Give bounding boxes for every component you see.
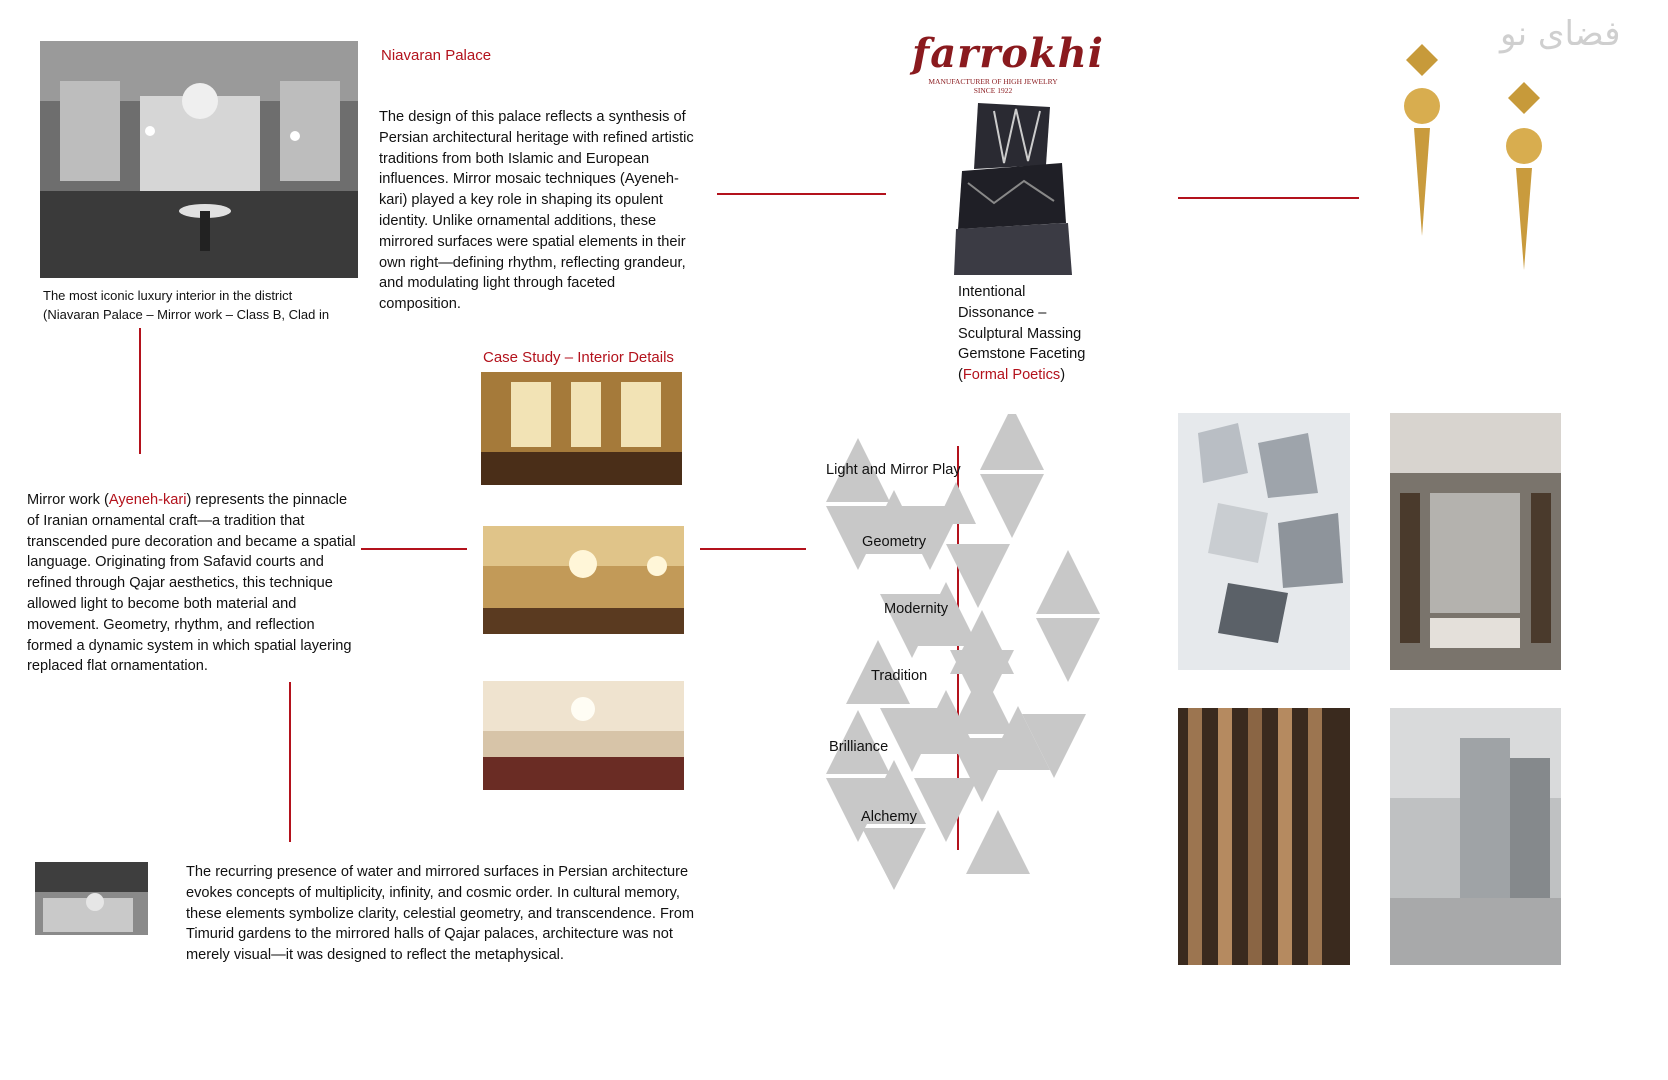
- brand-concept-line5: (Formal Poetics): [958, 367, 1066, 384]
- brand-concept-line3: Sculptural Massing: [958, 325, 1082, 342]
- triangle-mark: [980, 474, 1044, 538]
- mirror-wall-photo: [1178, 413, 1350, 670]
- triangle-mark: [862, 828, 926, 890]
- mirror-work-description: Mirror work (Ayeneh-kari) represents the pinnacle of Iranian ornamental craft—a tradition that transcended pure decoration and became a spatial language. Originating from Safavid courts and refined through Qajar aesthetics, this technique allowed light to become both material and movement. Geometry, rhythm, and reflection formed a dynamic system in which spatial layering replaced flat ornamentation.: [27, 492, 356, 675]
- interior-detail-photo-2: [483, 526, 684, 634]
- glass-showroom-photo: [1390, 708, 1561, 965]
- connector-line: [700, 548, 806, 550]
- palace-description: The design of this palace reflects a synthesis of Persian architectural heritage with refined artistic traditions from both Islamic and European influences. Mirror mosaic techniques (Ayeneh-kari) played a key role in shaping its opulent identity. Unlike ornamental additions, these mirrored surfaces were spatial elements in their own right—defining rhythm, reflecting grandeur, and modulating light through faceted composition.: [379, 109, 694, 313]
- connector-line: [361, 548, 467, 550]
- niavaran-palace-photo: [40, 41, 358, 278]
- connector-line: [1178, 197, 1359, 199]
- palace-caption-line1: The most iconic luxury interior in the district: [43, 288, 293, 303]
- triangle-mark: [966, 810, 1030, 874]
- connector-line: [139, 328, 141, 454]
- triangle-mark: [946, 544, 1010, 608]
- triangle-mark: [980, 414, 1044, 470]
- triangle-label-brilliance: Brilliance: [829, 739, 889, 755]
- palace-title: Niavaran Palace: [381, 47, 492, 64]
- triangle-mark: [936, 482, 976, 524]
- palace-caption-line2: (Niavaran Palace – Mirror work – Class B, Clad in: [43, 307, 330, 322]
- connector-line: [289, 682, 291, 842]
- brand-concept-line4: Gemstone Faceting: [958, 346, 1086, 363]
- boutique-display-photo: [1390, 413, 1561, 670]
- triangle-label-modernity: Modernity: [884, 601, 949, 617]
- farrokhi-building-photo: [954, 103, 1076, 275]
- watermark-logo: فضای نو: [1500, 14, 1621, 54]
- brand-concept: [958, 282, 1108, 386]
- brand-tagline: MANUFACTURER OF HIGH JEWELRY: [928, 77, 1058, 86]
- triangle-label-tradition: Tradition: [871, 668, 928, 684]
- triangle-mark: [1036, 618, 1100, 682]
- brand-logo: [912, 30, 1104, 95]
- case-study-title: Case Study – Interior Details: [483, 349, 674, 366]
- brand-concept-line2: Dissonance –: [958, 304, 1047, 321]
- interior-detail-photo-1: [481, 372, 682, 485]
- brand-concept-line1: Intentional: [958, 284, 1026, 300]
- mirror-craftsman-photo: [35, 862, 148, 935]
- ayeneh-kari-term: Ayeneh-kari: [108, 492, 187, 508]
- triangle-label-alchemy: Alchemy: [861, 809, 917, 825]
- interior-detail-photo-3: [483, 681, 684, 790]
- gold-earrings-photo: [1392, 40, 1552, 275]
- connector-line: [717, 193, 886, 195]
- triangle-mark: [950, 670, 1014, 734]
- brand-since: SINCE 1922: [973, 86, 1013, 95]
- triangle-mark: [1036, 550, 1100, 614]
- formal-poetics-highlight: Formal Poetics: [962, 367, 1061, 384]
- triangle-label-geometry: Geometry: [862, 534, 927, 550]
- brand-name: farrokhi: [912, 30, 1104, 77]
- palace-caption: [43, 286, 363, 324]
- water-description: The recurring presence of water and mirrored surfaces in Persian architecture evokes concepts of multiplicity, infinity, and cosmic order. In cultural memory, these elements symbolize clarity, celestial geometry, and transcendence. From Timurid gardens to the mirrored halls of Qajar palaces, architecture was not merely visual—it was designed to reflect the metaphysical.: [186, 864, 695, 964]
- bronze-mirror-fins-photo: [1178, 708, 1350, 965]
- triangle-label-light-mirror: Light and Mirror Play: [826, 462, 961, 478]
